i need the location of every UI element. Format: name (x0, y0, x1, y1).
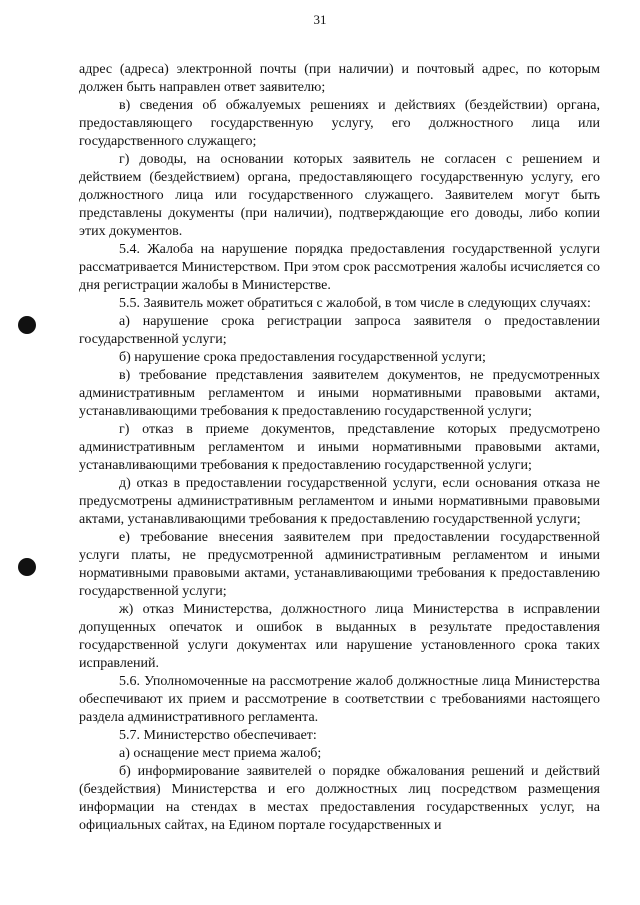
document-body (79, 61, 600, 835)
list-item-b: б) нарушение срока предоставления государственной услуги; (119, 350, 486, 365)
list-item-a: а) нарушение срока регистрации запроса заявителя о предоставлении государственной услуги; (79, 314, 600, 347)
paragraph-5-6: 5.6. Уполномоченные на рассмотрение жалоб должностные лица Министерства обеспечивают их прием и рассмотрение в соответствии с требованиями настоящего раздела административного регламента. (79, 674, 600, 725)
list-item-e: е) требование внесения заявителем при предоставлении государственной услуги платы, не предусмотренной административным регламентом и иными нормативными правовыми актами, устанавливающими требования к предоставлению государственной услуги; (79, 530, 600, 599)
paragraph-continuation: адрес (адреса) электронной почты (при наличии) и почтовый адрес, по которым должен быть направлен ответ заявителю; (79, 62, 600, 95)
list-item-zh: ж) отказ Министерства, должностного лица Министерства в исправлении допущенных опечаток и ошибок в выданных в результате предоставления государственной услуги документах или нарушение установленного срока таких исправлений. (79, 602, 600, 671)
list-item-g: г) отказ в приеме документов, представление которых предусмотрено административным регламентом и иными нормативными правовыми актами, устанавливающими требования к предоставлению государственной услуги; (79, 422, 600, 473)
page-number: 31 (313, 12, 327, 27)
list-item-d: д) отказ в предоставлении государственной услуги, если основания отказа не предусмотрены административным регламентом и иными нормативными правовыми актами, устанавливающими требования к предоставлению государственной услуги; (79, 476, 600, 527)
list-item-v: в) требование представления заявителем документов, не предусмотренных административным регламентом и иными нормативными правовыми актами, устанавливающими требования к предоставлению государственной услуги; (79, 368, 600, 419)
paragraph-item-g: г) доводы, на основании которых заявитель не согласен с решением и действием (бездействием) органа, предоставляющего государственную услугу, его должностного лица или государственного служащего. Заявителем могут быть представлены документы (при наличии), подтверждающие его доводы, либо копии этих документов. (79, 152, 600, 239)
list-item-a-5-7: а) оснащение мест приема жалоб; (119, 746, 322, 761)
punch-hole-mark (18, 316, 36, 334)
paragraph-5-4: 5.4. Жалоба на нарушение порядка предоставления государственной услуги рассматривается Министерством. При этом срок рассмотрения жалобы исчисляется со дня регистрации жалобы в Министерстве. (79, 242, 600, 293)
paragraph-5-5: 5.5. Заявитель может обратиться с жалобой, в том числе в следующих случаях: (119, 296, 591, 311)
paragraph-item-v: в) сведения об обжалуемых решениях и действиях (бездействии) органа, предоставляющего государственную услугу, его должностного лица или государственного служащего; (79, 98, 600, 149)
paragraph-5-7: 5.7. Министерство обеспечивает: (119, 728, 317, 743)
punch-hole-mark (18, 558, 36, 576)
list-item-b-5-7: б) информирование заявителей о порядке обжалования решений и действий (бездействия) Министерства и его должностных лиц посредством размещения информации на стендах в местах предоставления государственных услуг, на официальных сайтах, на Едином портале государственных и (79, 764, 600, 833)
